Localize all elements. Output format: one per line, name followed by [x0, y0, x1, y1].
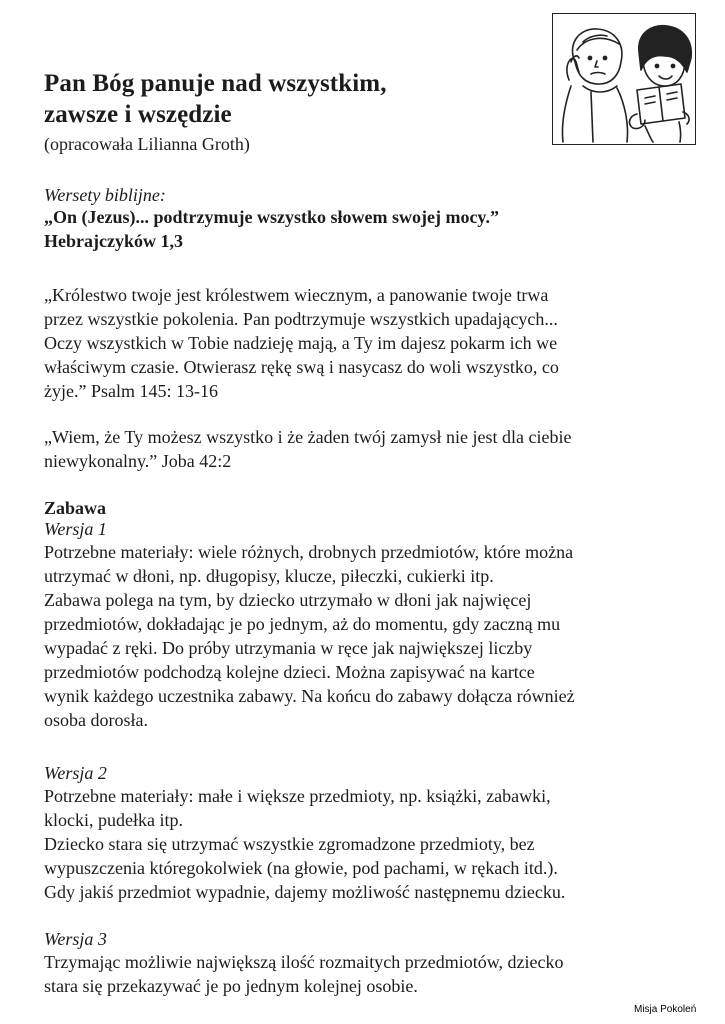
- version-2-text: [44, 784, 684, 904]
- text-line: przez wszystkie pokolenia. Pan podtrzymuje wszystkich upadających...: [44, 309, 558, 329]
- text-line: żyje.” Psalm 145: 13-16: [44, 381, 218, 401]
- text-line: niewykonalny.” Joba 42:2: [44, 451, 232, 471]
- text-line: właściwym czasie. Otwierasz rękę swą i nasycasz do woli wszystko, co: [44, 357, 559, 377]
- key-verse-line: „On (Jezus)... podtrzymuje wszystko słowem swojej mocy.”: [44, 207, 499, 227]
- text-line: „Wiem, że Ty możesz wszystko i że żaden twój zamysł nie jest dla ciebie: [44, 427, 572, 447]
- text-line: wypuszczenia któregokolwiek (na głowie, pod pachami, w rękach itd.).: [44, 858, 558, 878]
- text-line: Dziecko stara się utrzymać wszystkie zgromadzone przedmioty, bez: [44, 834, 535, 854]
- text-line: klocki, pudełka itp.: [44, 810, 183, 830]
- version-1-text: [44, 540, 684, 732]
- page-title: [44, 68, 387, 130]
- text-line: stara się przekazywać je po jednym kolejnej osobie.: [44, 976, 418, 996]
- title-line: zawsze i wszędzie: [44, 101, 232, 128]
- text-line: Potrzebne materiały: małe i większe przedmioty, np. książki, zabawki,: [44, 786, 551, 806]
- text-line: osoba dorosła.: [44, 710, 148, 730]
- text-line: przedmiotów podchodzą kolejne dzieci. Można zapisywać na kartce: [44, 662, 535, 682]
- text-line: wypadać z ręki. Do próby utrzymania w ręce jak największej liczby: [44, 638, 533, 658]
- version-2-label: Wersja 2: [44, 763, 107, 783]
- text-line: Zabawa polega na tym, by dziecko utrzymało w dłoni jak najwięcej: [44, 590, 532, 610]
- job-paragraph: [44, 425, 684, 473]
- two-children-reading-icon: [552, 13, 696, 145]
- text-line: przedmiotów, dokładając je po jednym, aż do momentu, gdy zaczną mu: [44, 614, 561, 634]
- footer-credit: Misja Pokoleń: [634, 1004, 697, 1015]
- author-credit: (opracowała Lilianna Groth): [44, 134, 250, 154]
- key-verse-reference: Hebrajczyków 1,3: [44, 231, 183, 251]
- verses-label: Wersety biblijne:: [44, 185, 166, 205]
- text-line: utrzymać w dłoni, np. długopisy, klucze, piłeczki, cukierki itp.: [44, 566, 494, 586]
- text-line: „Królestwo twoje jest królestwem wiecznym, a panowanie twoje trwa: [44, 285, 549, 305]
- version-3-label: Wersja 3: [44, 929, 107, 949]
- psalm-paragraph: [44, 283, 684, 403]
- version-1-label: Wersja 1: [44, 519, 107, 539]
- key-verse: [44, 205, 694, 253]
- text-line: Gdy jakiś przedmiot wypadnie, dajemy możliwość następnemu dziecku.: [44, 882, 566, 902]
- title-line: Pan Bóg panuje nad wszystkim,: [44, 70, 387, 97]
- text-line: wynik każdego uczestnika zabawy. Na końcu do zabawy dołącza również: [44, 686, 575, 706]
- illustration-drawing: [553, 14, 694, 143]
- text-line: Potrzebne materiały: wiele różnych, drobnych przedmiotów, które można: [44, 542, 574, 562]
- version-3-text: [44, 950, 684, 998]
- text-line: Oczy wszystkich w Tobie nadzieję mają, a Ty im dajesz pokarm ich we: [44, 333, 558, 353]
- game-heading: Zabawa: [44, 498, 107, 518]
- text-line: Trzymając możliwie największą ilość rozmaitych przedmiotów, dziecko: [44, 952, 564, 972]
